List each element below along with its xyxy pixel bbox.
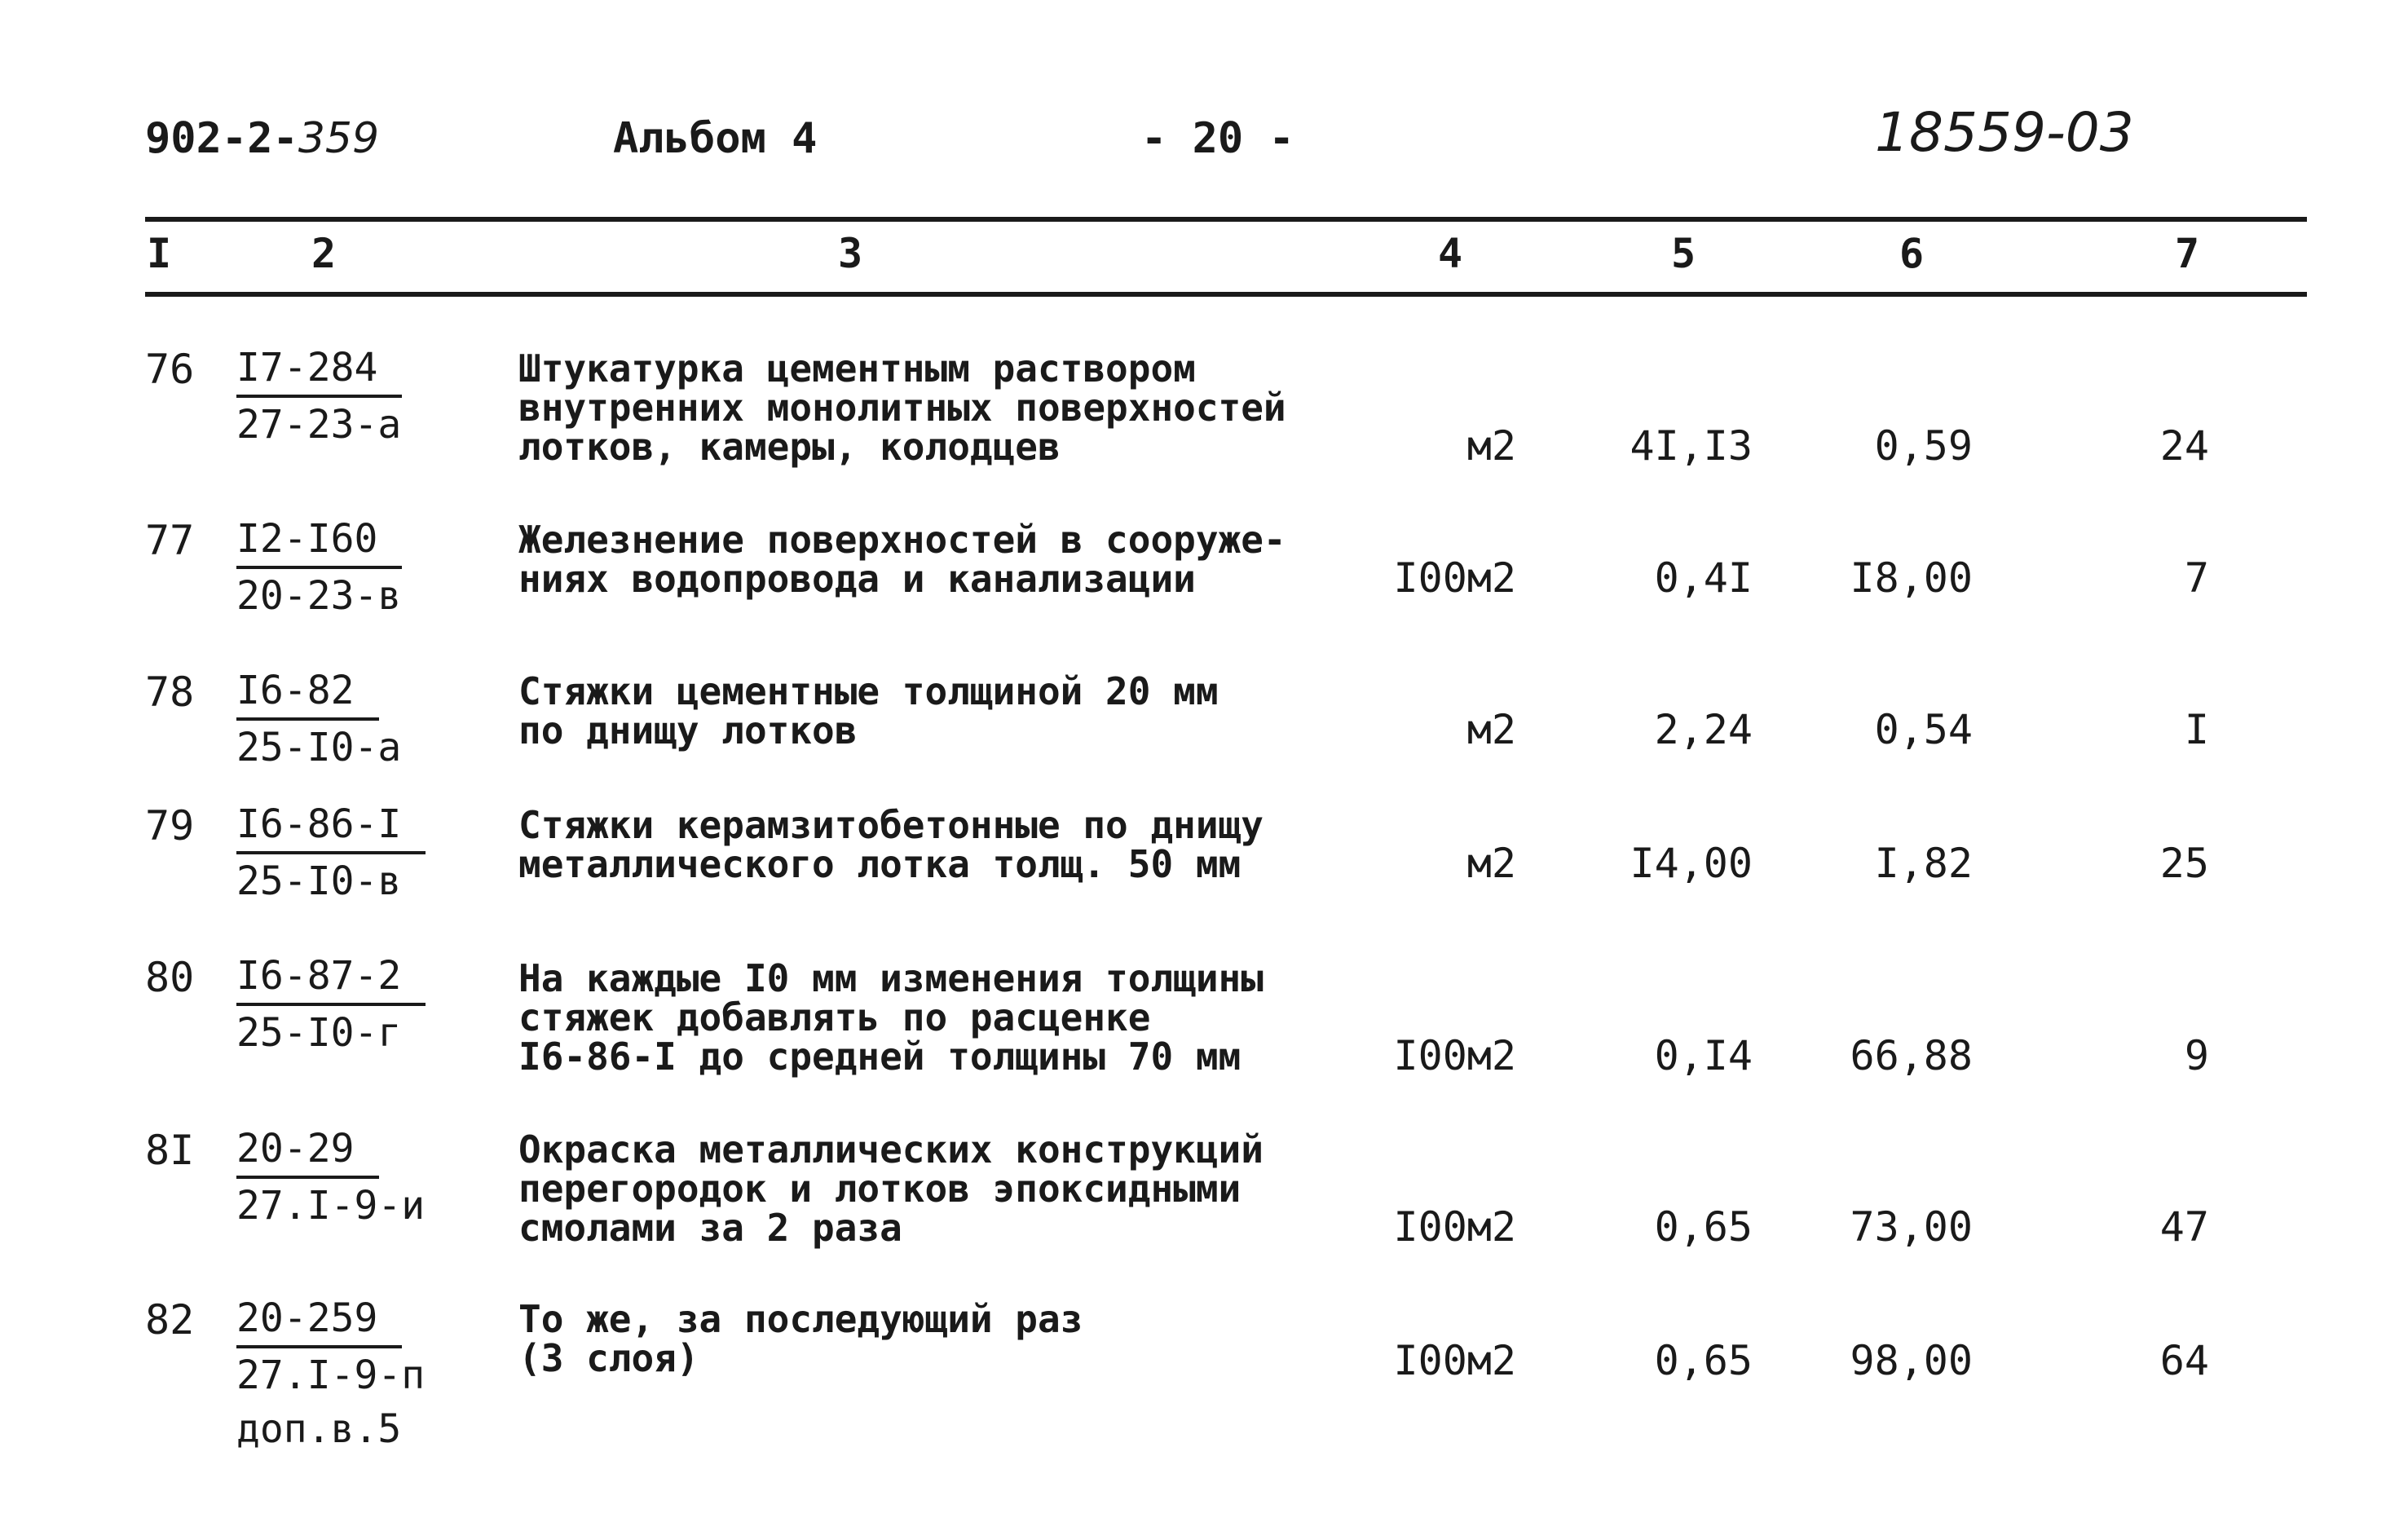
work-description: То же, за последующий раз (3 слоя) [518,1297,1083,1380]
quantity: I4,00 [1630,840,1753,887]
total: 24 [2159,422,2209,470]
col-header-3: 3 [838,230,863,277]
col-header-2: 2 [311,230,337,277]
total: 9 [2184,1032,2209,1079]
row-number: 80 [145,954,195,1001]
col-header-4: 4 [1438,230,1463,277]
page-number: - 20 - [1141,114,1294,163]
unit-price: 73,00 [1850,1203,1973,1251]
quantity: 0,65 [1654,1337,1753,1384]
work-description: Стяжки цементные толщиной 20 мм по днищу лотков [518,669,1219,752]
unit-price: 98,00 [1850,1337,1973,1384]
total: 47 [2159,1203,2209,1251]
row-number: 79 [145,802,195,849]
row-number: 76 [145,346,195,393]
unit: м2 [1466,840,1516,887]
col-header-7: 7 [2175,230,2200,277]
quantity: 0,I4 [1654,1032,1753,1079]
total: 7 [2184,554,2209,602]
quantity: 0,4I [1654,554,1753,602]
col-header-6: 6 [1899,230,1925,277]
total: 64 [2159,1337,2209,1384]
table-top-rule [145,217,2307,222]
row-number: 78 [145,669,195,716]
unit: м2 [1466,422,1516,470]
row-number: 77 [145,517,195,564]
handwritten-number: 18559-03 [1875,101,2134,164]
document-code-handwritten: 359 [298,114,380,163]
album-label: Альбом 4 [613,114,818,163]
work-description: Окраска металлических конструкций перегородок и лотков эпоксидными смолами за 2 раза [518,1127,1264,1250]
unit-price: I,82 [1874,840,1973,887]
unit: I00м2 [1393,554,1516,602]
unit: I00м2 [1393,1203,1516,1251]
quantity: 2,24 [1654,706,1753,753]
unit: м2 [1466,706,1516,753]
col-header-5: 5 [1671,230,1696,277]
unit-price: I8,00 [1850,554,1973,602]
unit-price: 0,54 [1874,706,1973,753]
quantity: 4I,I3 [1630,422,1753,470]
rate-code: 20-29 27.I-9-и [236,1122,425,1233]
unit: I00м2 [1393,1032,1516,1079]
col-header-1: I [147,230,172,277]
unit-price: 66,88 [1850,1032,1973,1079]
rate-code: I6-87-2 25-I0-г [236,949,426,1060]
rate-code: 20-259 27.I-9-п доп.в.5 [236,1291,425,1456]
rate-code: I2-I60 20-23-в [236,512,402,623]
rate-code: I7-284 27-23-а [236,341,402,452]
row-number: 82 [145,1296,195,1344]
rate-code: I6-82 25-I0-а [236,664,401,774]
work-description: Штукатурка цементным раствором внутренних монолитных поверхностей лотков, камеры, колодцев [518,346,1286,469]
unit-price: 0,59 [1874,422,1973,470]
total: 25 [2159,840,2209,887]
table-header-rule [145,292,2307,297]
row-number: 8I [145,1127,195,1174]
document-code: 902-2-359 [145,114,380,163]
work-description: Железнение поверхностей в сооруже- ниях водопровода и канализации [518,518,1286,601]
work-description: На каждые I0 мм изменения толщины стяжек добавлять по расценке I6-86-I до средней толщины 70 мм [518,956,1264,1079]
total: I [2184,706,2209,753]
quantity: 0,65 [1654,1203,1753,1251]
rate-code: I6-86-I 25-I0-в [236,797,426,908]
unit: I00м2 [1393,1337,1516,1384]
work-description: Стяжки керамзитобетонные по днищу металлического лотка толщ. 50 мм [518,803,1264,886]
